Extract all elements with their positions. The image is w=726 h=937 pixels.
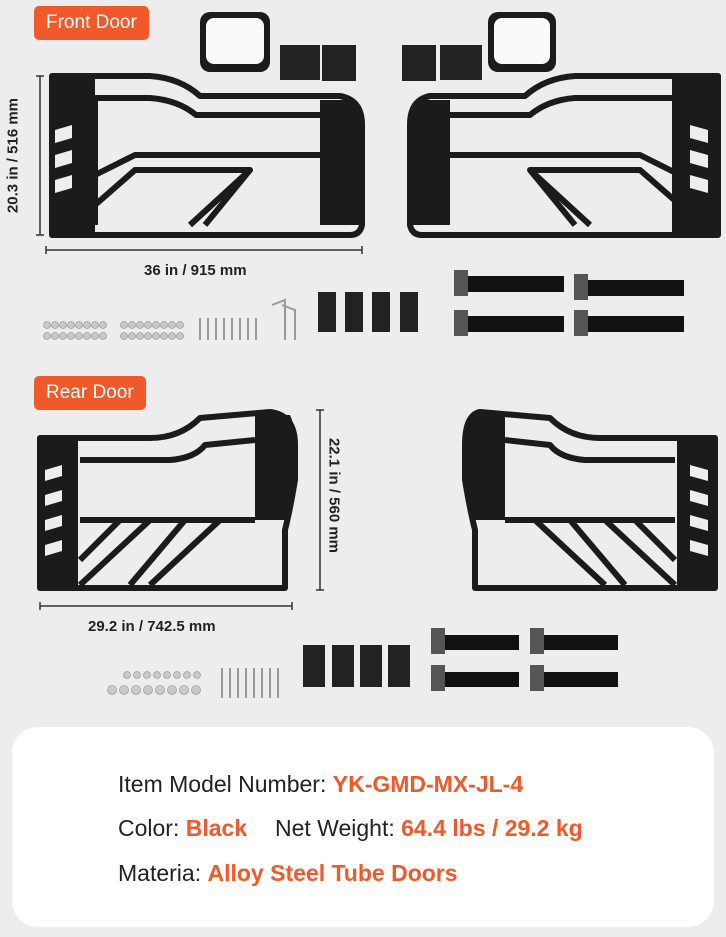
color-line	[118, 815, 247, 842]
rear-doors-image	[0, 400, 726, 720]
material-label: Materia:	[118, 860, 202, 886]
rear-door-label: Rear Door	[34, 376, 146, 410]
rear-height-dimension: 22.1 in / 560 mm	[325, 437, 343, 554]
model-value: YK-GMD-MX-JL-4	[332, 771, 524, 797]
front-height-dimension: 20.3 in / 516 mm	[4, 97, 22, 214]
weight-label: Net Weight:	[275, 815, 395, 841]
weight-value: 64.4 lbs / 29.2 kg	[401, 815, 583, 841]
color-label: Color:	[118, 815, 180, 841]
front-left-door-image	[0, 0, 726, 360]
material-line	[118, 860, 458, 887]
weight-line	[275, 815, 583, 842]
spec-card	[12, 727, 714, 927]
model-label: Item Model Number:	[118, 771, 327, 797]
color-value: Black	[185, 815, 248, 841]
front-width-dimension: 36 in / 915 mm	[144, 262, 247, 279]
model-number-line	[118, 771, 523, 798]
front-door-label: Front Door	[34, 6, 149, 40]
material-value: Alloy Steel Tube Doors	[207, 860, 458, 886]
rear-width-dimension: 29.2 in / 742.5 mm	[88, 618, 216, 635]
